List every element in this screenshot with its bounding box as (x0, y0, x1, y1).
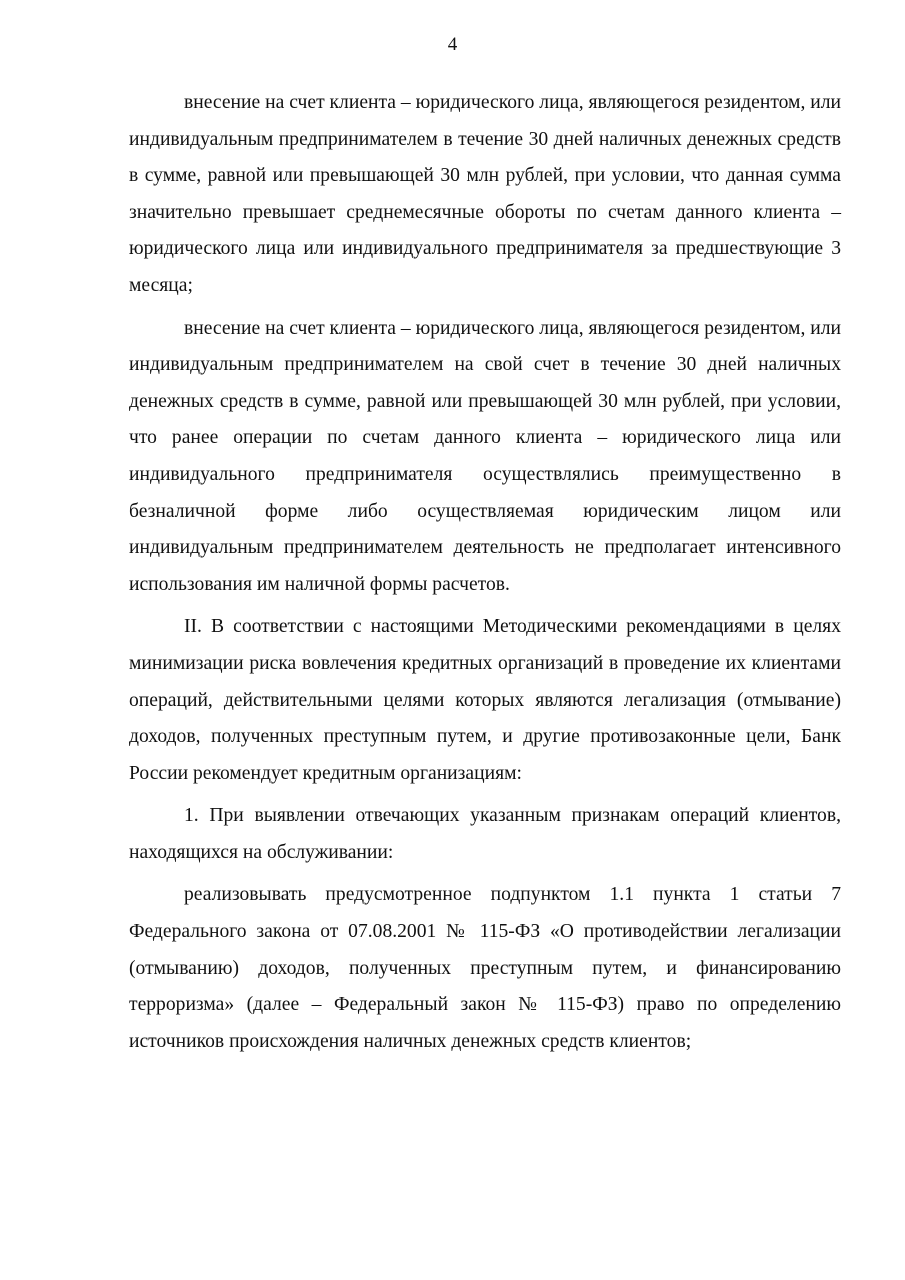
page-number: 4 (447, 34, 458, 55)
document-body (129, 85, 841, 1060)
paragraph-cash-deposit-noncash-history: внесение на счет клиента – юридического лица, являющегося резидентом, или индивидуальным предпринимателем на свой счет в течение 30 дней наличных денежных средств в сумме, равной или превышающей 30 млн рублей, при условии, что ранее операции по счетам данного клиента – юридического лица или индивидуального предпринимателя осуществлялись преимущественно в безналичной форме либо осуществляемая юридическим лицом или индивидуальным предпринимателем деятельность не предполагает интенсивного использования им наличной формы расчетов. (129, 317, 841, 595)
paragraph-cash-deposit-turnover: внесение на счет клиента – юридического лица, являющегося резидентом, или индивидуальным предпринимателем в течение 30 дней наличных денежных средств в сумме, равной или превышающей 30 млн рублей, при условии, что данная сумма значительно превышает среднемесячные обороты по счетам данного клиента – юридического лица или индивидуального предпринимателя за предшествующие 3 месяца; (129, 92, 841, 296)
paragraph-source-of-funds-right: реализовывать предусмотренное подпунктом 1.1 пункта 1 статьи 7 Федерального закона от 07.08.2001 № 115-ФЗ «О противодействии легализации (отмыванию) доходов, полученных преступным путем, и финансированию терроризма» (далее – Федеральный закон № 115-ФЗ) право по определению источников происхождения наличных денежных средств клиентов; (129, 884, 841, 1052)
paragraph-item-1: 1. При выявлении отвечающих указанным признакам операций клиентов, находящихся на обслуживании: (129, 805, 841, 863)
paragraph-section-ii-recommendations: II. В соответствии с настоящими Методическими рекомендациями в целях минимизации риска вовлечения кредитных организаций в проведение их клиентами операций, действительными целями которых являются легализация (отмывание) доходов, полученных преступным путем, и другие противозаконные цели, Банк России рекомендует кредитным организациям: (129, 616, 841, 784)
